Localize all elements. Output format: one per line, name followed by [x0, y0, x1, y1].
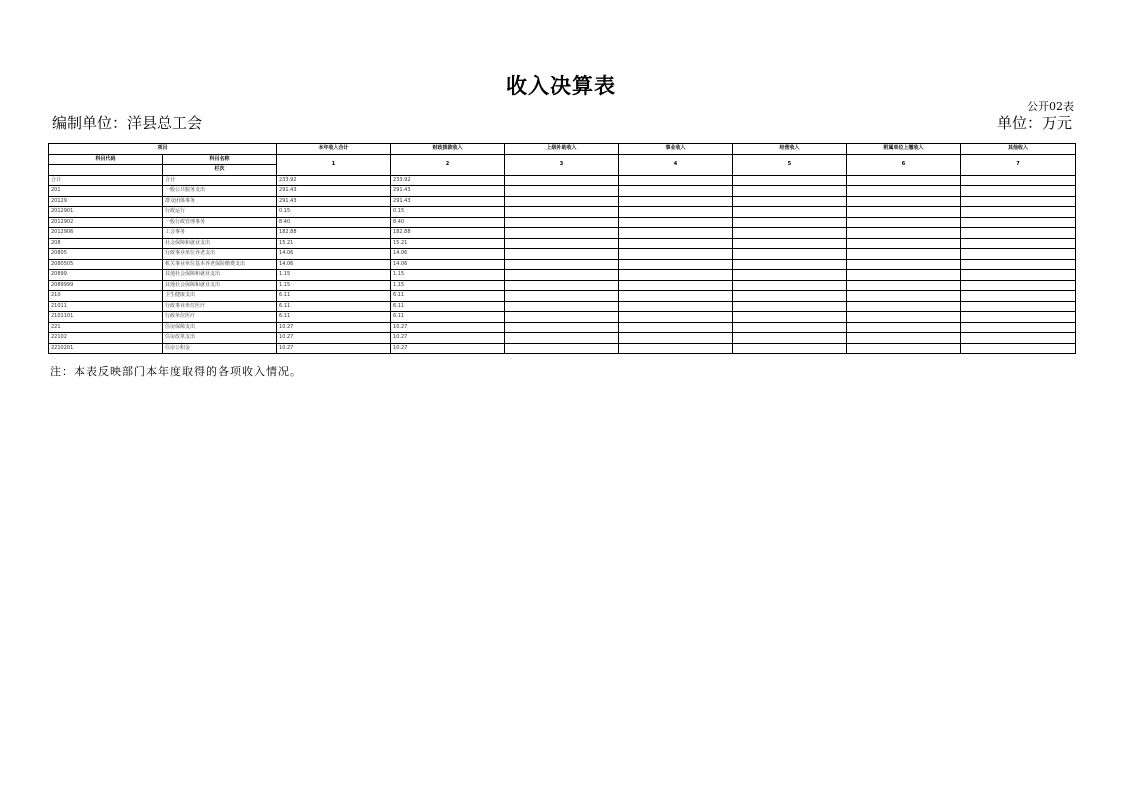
- cell-total: 8.40: [277, 217, 391, 228]
- header-name: 科目名称: [163, 154, 277, 165]
- header-code: 科目代码: [49, 154, 163, 165]
- table-row: [49, 280, 1076, 291]
- cell-name: 其他社会保障和就业支出: [163, 280, 277, 291]
- cell-empty: [733, 186, 847, 197]
- cell-empty: [505, 333, 619, 344]
- cell-empty: [733, 238, 847, 249]
- cell-code: 210: [49, 291, 163, 302]
- cell-empty: [847, 280, 961, 291]
- cell-code: 2012902: [49, 217, 163, 228]
- cell-name: 住房保障支出: [163, 322, 277, 333]
- cell-total: 6.11: [277, 301, 391, 312]
- cell-total: 14.06: [277, 249, 391, 260]
- cell-total: 1.15: [277, 280, 391, 291]
- cell-empty: [505, 270, 619, 281]
- cell-empty: [733, 291, 847, 302]
- cell-code: 20129: [49, 196, 163, 207]
- cell-fiscal: 6.11: [391, 312, 505, 323]
- cell-empty: [961, 238, 1076, 249]
- cell-fiscal: 10.27: [391, 322, 505, 333]
- cell-fiscal: 182.88: [391, 228, 505, 239]
- table-row: [49, 322, 1076, 333]
- header-num: 4: [619, 154, 733, 175]
- cell-empty: [961, 207, 1076, 218]
- cell-empty: [505, 312, 619, 323]
- cell-empty: [619, 186, 733, 197]
- cell-name: 行政运行: [163, 207, 277, 218]
- cell-fiscal: 14.06: [391, 249, 505, 260]
- cell-empty: [505, 175, 619, 186]
- table-row: [49, 217, 1076, 228]
- cell-total: 6.11: [277, 291, 391, 302]
- cell-empty: [733, 207, 847, 218]
- cell-empty: [505, 343, 619, 354]
- cell-empty: [619, 259, 733, 270]
- table-row: [49, 301, 1076, 312]
- cell-empty: [847, 333, 961, 344]
- cell-empty: [847, 312, 961, 323]
- header-col: 事业收入: [619, 144, 733, 155]
- cell-empty: [505, 259, 619, 270]
- cell-code: 2080505: [49, 259, 163, 270]
- cell-empty: [961, 270, 1076, 281]
- cell-empty: [505, 238, 619, 249]
- cell-name: 行政事业单位养老支出: [163, 249, 277, 260]
- cell-empty: [961, 343, 1076, 354]
- cell-name: 卫生健康支出: [163, 291, 277, 302]
- cell-total: 14.06: [277, 259, 391, 270]
- table-row: [49, 312, 1076, 323]
- cell-empty: [619, 175, 733, 186]
- cell-empty: [733, 217, 847, 228]
- cell-empty: [733, 301, 847, 312]
- header-num: 5: [733, 154, 847, 175]
- cell-code: 2210201: [49, 343, 163, 354]
- cell-empty: [961, 217, 1076, 228]
- cell-fiscal: 14.06: [391, 259, 505, 270]
- header-col: 附属单位上缴收入: [847, 144, 961, 155]
- cell-total: 233.92: [277, 175, 391, 186]
- cell-name: 行政单位医疗: [163, 312, 277, 323]
- cell-empty: [961, 249, 1076, 260]
- table-row: [49, 228, 1076, 239]
- header-col: 其他收入: [961, 144, 1076, 155]
- cell-total: 10.27: [277, 333, 391, 344]
- header-num: 3: [505, 154, 619, 175]
- cell-empty: [619, 238, 733, 249]
- cell-empty: [847, 301, 961, 312]
- cell-empty: [961, 175, 1076, 186]
- header-num: 6: [847, 154, 961, 175]
- cell-empty: [733, 312, 847, 323]
- cell-empty: [619, 228, 733, 239]
- cell-empty: [847, 322, 961, 333]
- header-num: 7: [961, 154, 1076, 175]
- cell-empty: [733, 343, 847, 354]
- cell-fiscal: 6.11: [391, 291, 505, 302]
- cell-code: 201: [49, 186, 163, 197]
- header-project: 项目: [49, 144, 277, 155]
- cell-code: 20899: [49, 270, 163, 281]
- cell-code: 208: [49, 238, 163, 249]
- cell-name: 行政事业单位医疗: [163, 301, 277, 312]
- cell-empty: [619, 291, 733, 302]
- cell-name: 一般行政管理事务: [163, 217, 277, 228]
- cell-empty: [619, 217, 733, 228]
- header-col: 财政拨款收入: [391, 144, 505, 155]
- cell-empty: [505, 322, 619, 333]
- cell-fiscal: 291.43: [391, 196, 505, 207]
- cell-empty: [733, 270, 847, 281]
- cell-empty: [847, 291, 961, 302]
- table-row: [49, 291, 1076, 302]
- cell-empty: [505, 280, 619, 291]
- report-title: 收入决算表: [506, 73, 616, 98]
- table-row: [49, 270, 1076, 281]
- cell-empty: [847, 207, 961, 218]
- cell-empty: [847, 270, 961, 281]
- table-row: [49, 186, 1076, 197]
- cell-empty: [733, 196, 847, 207]
- cell-name: 一般公共服务支出: [163, 186, 277, 197]
- cell-empty: [847, 343, 961, 354]
- cell-empty: [505, 228, 619, 239]
- cell-empty: [505, 301, 619, 312]
- cell-empty: [733, 175, 847, 186]
- cell-fiscal: 15.21: [391, 238, 505, 249]
- cell-empty: [619, 280, 733, 291]
- cell-code: 2012901: [49, 207, 163, 218]
- cell-code: 21011: [49, 301, 163, 312]
- cell-empty: [961, 259, 1076, 270]
- cell-fiscal: 10.27: [391, 333, 505, 344]
- cell-empty: [619, 312, 733, 323]
- cell-total: 0.15: [277, 207, 391, 218]
- cell-empty: [847, 175, 961, 186]
- cell-empty: [961, 333, 1076, 344]
- table-row: [49, 196, 1076, 207]
- cell-empty: [961, 291, 1076, 302]
- cell-empty: [619, 249, 733, 260]
- cell-empty: [619, 270, 733, 281]
- cell-empty: [847, 259, 961, 270]
- cell-empty: [961, 312, 1076, 323]
- cell-code: 22102: [49, 333, 163, 344]
- cell-empty: [733, 333, 847, 344]
- cell-empty: [619, 322, 733, 333]
- cell-total: 291.43: [277, 196, 391, 207]
- cell-empty: [847, 238, 961, 249]
- cell-name: 住房改革支出: [163, 333, 277, 344]
- cell-empty: [961, 280, 1076, 291]
- cell-empty: [733, 322, 847, 333]
- cell-empty: [961, 196, 1076, 207]
- cell-total: 182.88: [277, 228, 391, 239]
- cell-name: 社会保障和就业支出: [163, 238, 277, 249]
- cell-fiscal: 6.11: [391, 301, 505, 312]
- cell-name: 其他社会保障和就业支出: [163, 270, 277, 281]
- compiling-unit: 编制单位：洋县总工会: [52, 114, 203, 132]
- cell-empty: [505, 217, 619, 228]
- cell-empty: [505, 196, 619, 207]
- cell-total: 10.27: [277, 322, 391, 333]
- header-column: 栏次: [163, 165, 277, 176]
- income-table: [48, 143, 1076, 354]
- header-num: 1: [277, 154, 391, 175]
- cell-name: 住房公积金: [163, 343, 277, 354]
- cell-empty: [619, 301, 733, 312]
- cell-total: 6.11: [277, 312, 391, 323]
- table-row: [49, 343, 1076, 354]
- cell-code: 2012906: [49, 228, 163, 239]
- cell-code: 2089999: [49, 280, 163, 291]
- table-row: [49, 333, 1076, 344]
- cell-empty: [619, 207, 733, 218]
- cell-total: 10.27: [277, 343, 391, 354]
- cell-fiscal: 10.27: [391, 343, 505, 354]
- cell-empty: [847, 228, 961, 239]
- cell-empty: [847, 249, 961, 260]
- cell-code: 2101101: [49, 312, 163, 323]
- header-num: 2: [391, 154, 505, 175]
- cell-fiscal: 291.43: [391, 186, 505, 197]
- cell-empty: [733, 280, 847, 291]
- currency-unit: 单位：万元: [996, 114, 1072, 132]
- cell-code: 20805: [49, 249, 163, 260]
- header-col: 本年收入合计: [277, 144, 391, 155]
- cell-code: 221: [49, 322, 163, 333]
- cell-empty: [733, 249, 847, 260]
- cell-fiscal: 0.15: [391, 207, 505, 218]
- header-col: 经营收入: [733, 144, 847, 155]
- table-row: [49, 249, 1076, 260]
- cell-empty: [505, 207, 619, 218]
- cell-fiscal: 233.92: [391, 175, 505, 186]
- cell-total: 291.43: [277, 186, 391, 197]
- table-row: [49, 207, 1076, 218]
- cell-empty: [619, 196, 733, 207]
- cell-empty: [619, 343, 733, 354]
- cell-empty: [961, 322, 1076, 333]
- cell-total: 15.21: [277, 238, 391, 249]
- cell-empty: [847, 217, 961, 228]
- cell-name: 机关事业单位基本养老保险缴费支出: [163, 259, 277, 270]
- cell-code: 合计: [49, 175, 163, 186]
- cell-empty: [847, 186, 961, 197]
- cell-empty: [505, 186, 619, 197]
- cell-empty: [733, 228, 847, 239]
- table-row: [49, 238, 1076, 249]
- cell-empty: [847, 196, 961, 207]
- cell-fiscal: 1.15: [391, 270, 505, 281]
- cell-total: 1.15: [277, 270, 391, 281]
- cell-empty: [505, 249, 619, 260]
- cell-empty: [619, 333, 733, 344]
- header-col: 上级补助收入: [505, 144, 619, 155]
- cell-empty: [961, 186, 1076, 197]
- table-row: [49, 175, 1076, 186]
- table-row: [49, 259, 1076, 270]
- cell-name: 群众团体事务: [163, 196, 277, 207]
- cell-empty: [733, 259, 847, 270]
- cell-fiscal: 8.40: [391, 217, 505, 228]
- cell-fiscal: 1.15: [391, 280, 505, 291]
- cell-empty: [505, 291, 619, 302]
- form-number: 公开02表: [1027, 100, 1074, 113]
- cell-name: 合计: [163, 175, 277, 186]
- cell-name: 工会事务: [163, 228, 277, 239]
- cell-empty: [961, 301, 1076, 312]
- footnote: 注：本表反映部门本年度取得的各项收入情况。: [50, 365, 302, 378]
- cell-empty: [961, 228, 1076, 239]
